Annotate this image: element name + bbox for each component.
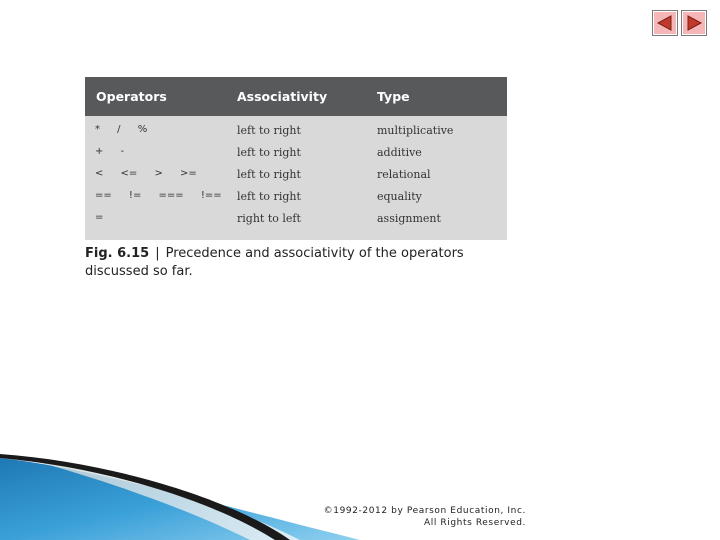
slide-navigation: [652, 10, 707, 36]
associativity-cell: right to left: [237, 212, 301, 225]
copyright-line-1: ©1992-2012 by Pearson Education, Inc.: [323, 506, 526, 516]
header-associativity: Associativity: [237, 89, 328, 104]
table-row: [85, 166, 507, 188]
operators-cell: =: [95, 212, 104, 223]
figure-caption: [85, 245, 505, 281]
header-type: Type: [377, 89, 410, 104]
associativity-cell: left to right: [237, 146, 301, 159]
copyright-notice: [320, 505, 526, 529]
figure-label: Fig. 6.15: [85, 246, 150, 261]
previous-slide-button[interactable]: [652, 10, 678, 36]
associativity-cell: left to right: [237, 168, 301, 181]
type-cell: assignment: [377, 212, 441, 225]
type-cell: equality: [377, 190, 422, 203]
operators-cell: * / %: [95, 124, 148, 135]
next-slide-button[interactable]: [681, 10, 707, 36]
caption-separator: |: [155, 246, 160, 261]
table-row: [85, 188, 507, 210]
operators-cell: + -: [95, 146, 125, 157]
caption-text: Precedence and associativity of the operators discussed so far.: [85, 246, 464, 279]
table-row: [85, 144, 507, 166]
table-body: [85, 116, 507, 232]
triangle-right-icon: [685, 14, 703, 32]
type-cell: additive: [377, 146, 422, 159]
decorative-wave: [0, 440, 360, 540]
triangle-left-icon: [656, 14, 674, 32]
operators-cell: == != === !==: [95, 190, 222, 201]
table-row: [85, 210, 507, 232]
associativity-cell: left to right: [237, 124, 301, 137]
copyright-line-2: All Rights Reserved.: [423, 518, 526, 528]
table-row: [85, 122, 507, 144]
operators-cell: < <= > >=: [95, 168, 197, 179]
type-cell: relational: [377, 168, 431, 181]
type-cell: multiplicative: [377, 124, 454, 137]
header-operators: Operators: [96, 89, 167, 104]
associativity-cell: left to right: [237, 190, 301, 203]
